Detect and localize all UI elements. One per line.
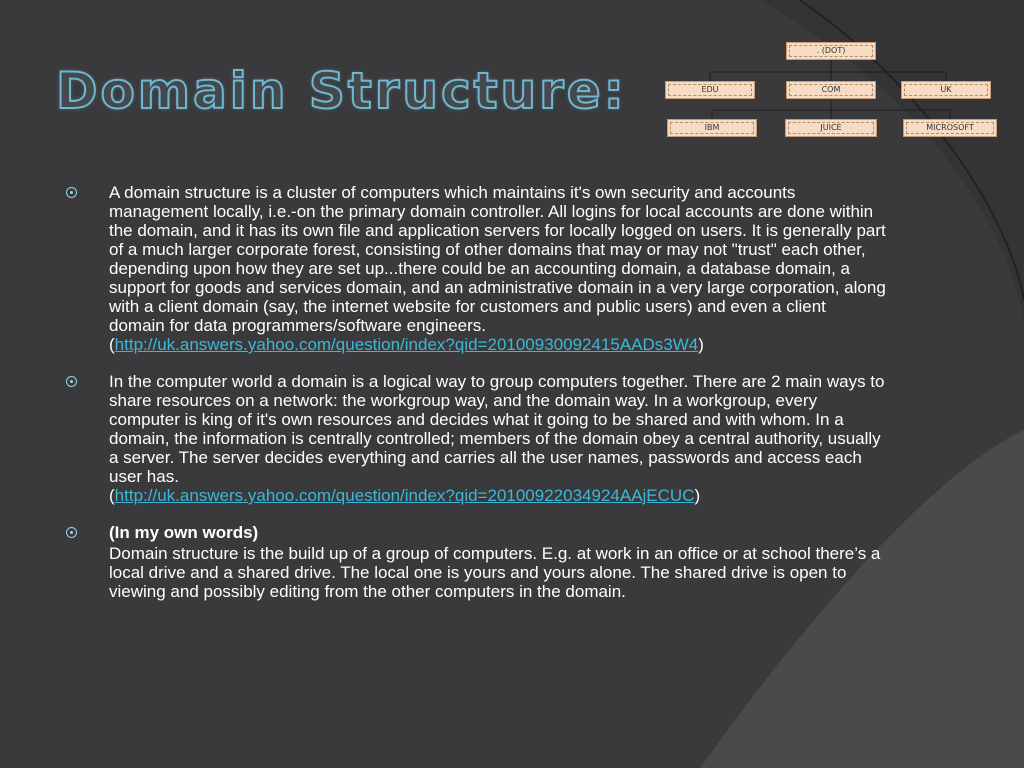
tree-node-root: . (DOT) <box>786 42 876 60</box>
tree-node-ibm: IBM <box>667 119 757 137</box>
tree-node-edu: EDU <box>665 81 755 99</box>
slide-title: Domain Structure: <box>56 62 627 120</box>
tree-node-com: COM <box>786 81 876 99</box>
source-link[interactable]: http://uk.answers.yahoo.com/question/index?qid=20100930092415AADs3W4 <box>114 335 699 354</box>
bullet-heading: (In my own words) <box>109 523 259 542</box>
tree-node-juice: JUICE <box>785 119 877 137</box>
bullet-icon <box>66 527 77 538</box>
bullet-text: In the computer world a domain is a logical way to group computers together. There are 2 main ways to share resources on a network: the workgroup way, and the domain way. In a workgroup, every computer is king of it's own resources and decides what it going to be shared and with whom. In a domain, the information is centrally controlled; members of the domain obey a central authority, usually a server. The server decides everything and carries all the user names, passwords and access each user has. (http://uk.answers.yahoo.com/question/index?qid=20100922034924AAjECUC) <box>109 372 885 505</box>
slide-body <box>66 183 886 601</box>
bullet-item <box>66 523 886 601</box>
bullet-text: Domain structure is the build up of a group of computers. E.g. at work in an office or at school there’s a local drive and a shared drive. The local one is yours and yours alone. The shared drive is open to viewing and possibly editing from the other computers in the domain. <box>109 544 881 601</box>
source-link[interactable]: http://uk.answers.yahoo.com/question/index?qid=20100922034924AAjECUC <box>114 486 695 505</box>
bullet-icon <box>66 187 77 198</box>
bullet-item <box>66 372 886 505</box>
bullet-item <box>66 183 886 354</box>
bullet-icon <box>66 376 77 387</box>
bullet-text: A domain structure is a cluster of computers which maintains it's own security and accounts management locally, i.e.-on the primary domain controller. All logins for local accounts are done within the domain, and it has its own file and application servers for locally logged on users. It is generally part of a much larger corporate forest, consisting of other domains that may or may not "trust" each other, depending upon how they are set up...there could be an accounting domain, a database domain, a support for goods and services domain, and an administrative domain in a very large corporation, along with a client domain (say, the internet website for customers and public users) and even a client domain for data programmers/software engineers. (http://uk.answers.yahoo.com/question/index?qid=20100930092415AADs3W4) <box>109 183 886 354</box>
tree-node-uk: UK <box>901 81 991 99</box>
tree-node-microsoft: MICROSOFT <box>903 119 997 137</box>
